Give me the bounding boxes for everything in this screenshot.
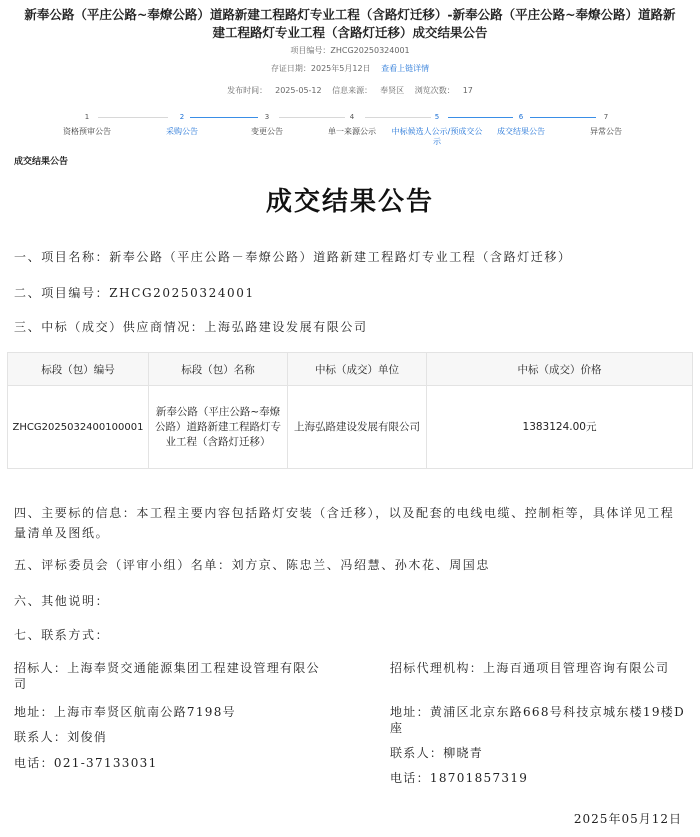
project-number-label: 项目编号： (290, 46, 331, 55)
col-winner: 中标（成交）单位 (288, 353, 427, 386)
other-notes-item: 六、其他说明： (14, 594, 110, 608)
table-header-row (8, 353, 693, 386)
buyer-address: 地址：上海市奉贤区航南公路7198号 (14, 705, 236, 719)
step-label: 变更公告 (251, 127, 283, 136)
step-label: 单一来源公示 (328, 127, 376, 136)
view-count: 17 (462, 86, 473, 95)
step-number: 5 (434, 113, 440, 121)
agent-address: 地址：黄浦区北京东路668号科技京城东楼19楼D座 (390, 705, 685, 735)
chain-details-link[interactable]: 查看上链详情 (381, 64, 430, 73)
source-label: 信息来源： (332, 86, 373, 95)
deposit-line (0, 63, 700, 74)
buyer-phone: 电话：021-37133031 (14, 756, 158, 770)
step-label: 异常公告 (590, 127, 622, 136)
project-number: ZHCG20250324001 (330, 46, 410, 55)
agent-contact-person: 联系人：柳晓青 (390, 746, 484, 760)
project-number-item: 二、项目编号：ZHCG20250324001 (14, 286, 255, 300)
publish-info-line (0, 85, 700, 96)
agent-name: 招标代理机构：上海百通项目管理咨询有限公司 (390, 661, 670, 675)
step-number: 6 (518, 113, 524, 121)
step-number: 4 (349, 113, 355, 121)
cell-winner: 上海弘路建设发展有限公司 (288, 386, 427, 469)
source: 奉贤区 (380, 86, 405, 95)
step-label: 成交结果公告 (497, 127, 545, 136)
step-label: 资格预审公告 (63, 127, 111, 136)
cell-lot-name: 新奉公路（平庄公路~奉燎公路）道路新建工程路灯专业工程（含路灯迁移） (149, 386, 288, 469)
col-lot-number: 标段（包）编号 (8, 353, 149, 386)
col-price: 中标（成交）价格 (427, 353, 693, 386)
contact-heading: 七、联系方式： (14, 628, 110, 642)
col-lot-name: 标段（包）名称 (149, 353, 288, 386)
step-label: 中标候选人公示/预成交公示 (391, 127, 483, 146)
publish-label: 发布时间： (227, 86, 268, 95)
process-steps (0, 110, 700, 156)
project-name-item: 一、项目名称：新奉公路（平庄公路－奉燎公路）道路新建工程路灯专业工程（含路灯迁移） (14, 250, 572, 264)
views-label: 浏览次数： (414, 86, 455, 95)
agent-phone: 电话：18701857319 (390, 771, 529, 785)
deposit-label: 存证日期： (270, 64, 311, 73)
main-info-item: 四、主要标的信息：本工程主要内容包括路灯安装（含迁移），以及配套的电线电缆、控制柜等，具体详见工程量清单及图纸。 (14, 506, 675, 540)
section-label: 成交结果公告 (14, 157, 69, 167)
step-exception[interactable] (551, 110, 661, 137)
document-title: 成交结果公告 (265, 187, 434, 217)
step-prequal[interactable] (32, 110, 142, 137)
step-number: 3 (264, 113, 270, 121)
table-row (8, 386, 693, 469)
announcement-title: 新奉公路（平庄公路~奉燎公路）道路新建工程路灯专业工程（含路灯迁移）-新奉公路（平庄公路~奉燎公路）道路新建工程路灯专业工程（含路灯迁移）成交结果公告 (24, 7, 676, 40)
result-table (7, 352, 693, 469)
step-label: 采购公告 (166, 127, 198, 136)
cell-lot-number: ZHCG2025032400100001 (8, 386, 149, 469)
buyer-contact-person: 联系人：刘俊俏 (14, 730, 108, 744)
deposit-date: 2025年5月12日 (310, 64, 371, 73)
step-number: 2 (179, 113, 185, 121)
buyer-name: 招标人：上海奉贤交通能源集团工程建设管理有限公司 (14, 661, 320, 691)
step-number: 1 (84, 113, 90, 121)
document-date: 2025年05月12日 (573, 812, 682, 826)
project-number-line (0, 45, 700, 56)
publish-time: 2025-05-12 (275, 86, 322, 95)
step-number: 7 (603, 113, 609, 121)
supplier-item: 三、中标（成交）供应商情况：上海弘路建设发展有限公司 (14, 320, 368, 334)
committee-item: 五、评标委员会（评审小组）名单：刘方京、陈忠兰、冯绍慧、孙木花、周国忠 (14, 558, 491, 572)
cell-price: 1383124.00元 (427, 386, 693, 469)
